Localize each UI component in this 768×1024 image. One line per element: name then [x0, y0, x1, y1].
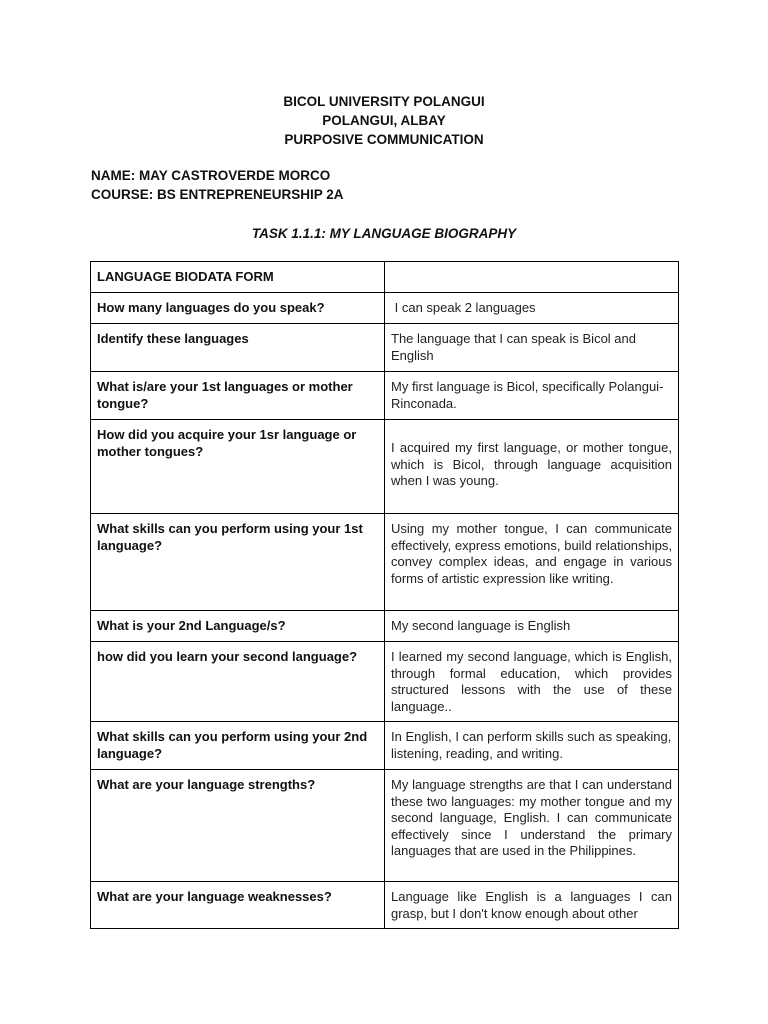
student-info	[91, 166, 344, 204]
table-row	[91, 420, 679, 514]
question-cell: How did you acquire your 1sr language or mother tongues?	[91, 420, 385, 514]
table-row	[91, 324, 679, 372]
question-cell: how did you learn your second language?	[91, 642, 385, 722]
question-cell: What are your language weaknesses?	[91, 882, 385, 929]
answer-cell: The language that I can speak is Bicol and English	[385, 324, 679, 372]
language-biodata-table	[90, 261, 679, 929]
form-title-cell: LANGUAGE BIODATA FORM	[91, 262, 385, 293]
answer-cell: I can speak 2 languages	[385, 293, 679, 324]
question-cell: What skills can you perform using your 1st language?	[91, 514, 385, 611]
table-row	[91, 611, 679, 642]
form-title-blank-cell	[385, 262, 679, 293]
table-row	[91, 722, 679, 770]
table-row	[91, 372, 679, 420]
campus-location: POLANGUI, ALBAY	[322, 113, 446, 128]
subject-title: PURPOSIVE COMMUNICATION	[284, 132, 484, 147]
answer-cell: I acquired my first language, or mother tongue, which is Bicol, through language acquisition when I was young.	[385, 420, 679, 514]
task-title: TASK 1.1.1: MY LANGUAGE BIOGRAPHY	[251, 226, 517, 241]
question-cell: What is/are your 1st languages or mother tongue?	[91, 372, 385, 420]
table-row	[91, 882, 679, 929]
answer-cell: In English, I can perform skills such as speaking, listening, reading, and writing.	[385, 722, 679, 770]
table-row	[91, 642, 679, 722]
answer-cell: My language strengths are that I can understand these two languages: my mother tongue and my second language, English. I can communicate effectively since I understand the primary languages that are used in the Philippines.	[385, 770, 679, 882]
answer-cell: Language like English is a languages I can grasp, but I don't know enough about other	[385, 882, 679, 929]
table-row	[91, 293, 679, 324]
answer-cell: My second language is English	[385, 611, 679, 642]
table-row	[91, 770, 679, 882]
answer-cell: Using my mother tongue, I can communicate effectively, express emotions, build relationships, convey complex ideas, and engage in various forms of artistic expression like writing.	[385, 514, 679, 611]
question-cell: How many languages do you speak?	[91, 293, 385, 324]
student-name: NAME: MAY CASTROVERDE MORCO	[91, 168, 331, 183]
answer-cell: My first language is Bicol, specifically Polangui-Rinconada.	[385, 372, 679, 420]
question-cell: What skills can you perform using your 2nd language?	[91, 722, 385, 770]
document-header	[0, 92, 768, 149]
university-name: BICOL UNIVERSITY POLANGUI	[283, 94, 485, 109]
student-course: COURSE: BS ENTREPRENEURSHIP 2A	[91, 187, 344, 202]
answer-cell: I learned my second language, which is English, through formal education, which provides structured lessons with the use of these language..	[385, 642, 679, 722]
table-row	[91, 514, 679, 611]
question-cell: Identify these languages	[91, 324, 385, 372]
table-header-row	[91, 262, 679, 293]
question-cell: What is your 2nd Language/s?	[91, 611, 385, 642]
question-cell: What are your language strengths?	[91, 770, 385, 882]
